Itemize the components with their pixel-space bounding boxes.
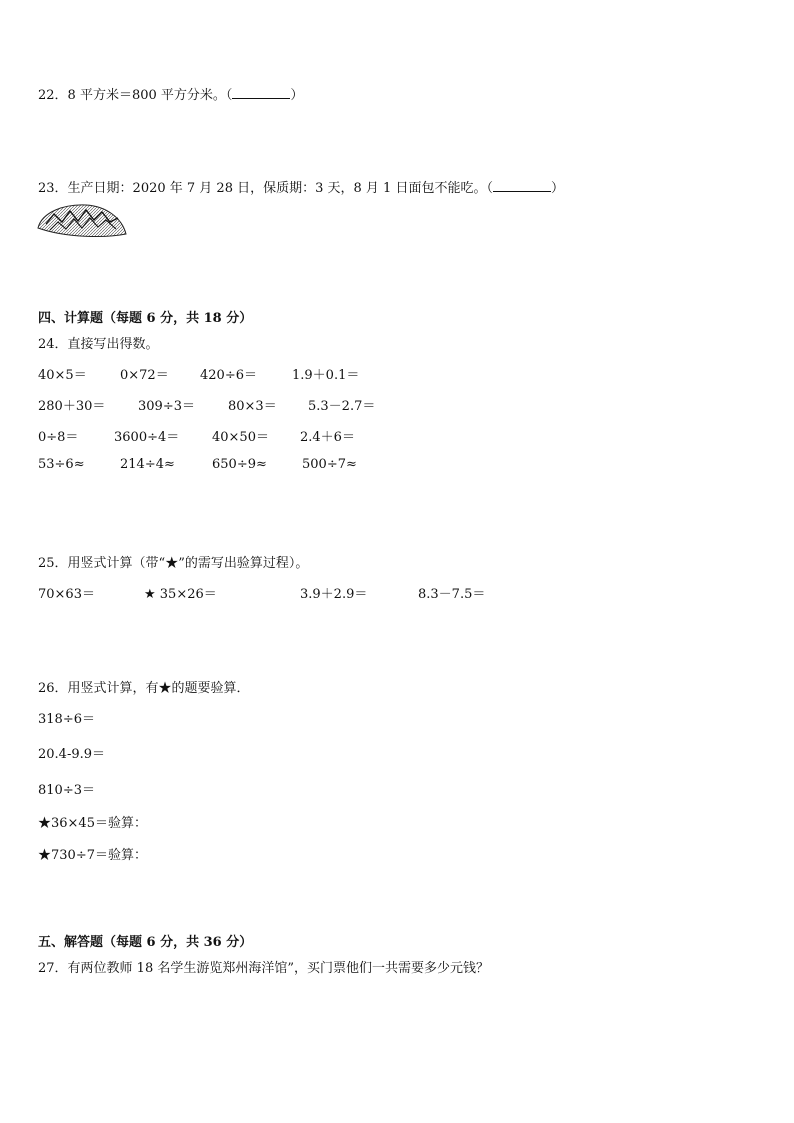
q26-item: 318÷6＝	[38, 712, 95, 727]
q24-item: 5.3－2.7＝	[308, 399, 376, 414]
q24-item: 3600÷4＝	[114, 430, 180, 445]
question-23-text: 23．生产日期：2020 年 7 月 28 日，保质期：3 天，8 月 1 日面包不能吃。（	[38, 181, 493, 196]
q24-item: 309÷3＝	[138, 399, 195, 414]
q26-item: ★730÷7＝验算：	[38, 848, 147, 863]
q25-item: 3.9＋2.9＝	[300, 587, 368, 602]
q24-item: 500÷7≈	[302, 457, 357, 472]
q24-item: 280＋30＝	[38, 399, 106, 414]
section-4-heading: 四、计算题（每题 6 分，共 18 分）	[38, 311, 253, 326]
q24-row-2	[38, 395, 758, 413]
q25-item: 70×63＝	[38, 587, 95, 602]
q24-item: 53÷6≈	[38, 457, 85, 472]
q24-item: 1.9＋0.1＝	[292, 368, 360, 383]
q24-row-4	[38, 457, 758, 475]
q24-item: 80×3＝	[228, 399, 277, 414]
question-25-text: 25．用竖式计算（带“★”的需写出验算过程）。	[38, 556, 309, 571]
question-24-text: 24．直接写出得数。	[38, 337, 159, 352]
q24-item: 2.4＋6＝	[300, 430, 355, 445]
q24-item: 0×72＝	[120, 368, 169, 383]
q26-item: 20.4-9.9＝	[38, 747, 106, 762]
question-26-text: 26．用竖式计算，有★的题要验算．	[38, 681, 250, 696]
q26-item: ★36×45＝验算：	[38, 816, 147, 831]
question-22: 22．8 平方米＝800 平方分米。（ ）	[38, 88, 304, 103]
answer-blank-23[interactable]	[493, 179, 551, 192]
q24-item: 214÷4≈	[120, 457, 175, 472]
q25-items	[38, 583, 758, 601]
q24-item: 420÷6＝	[200, 368, 257, 383]
q24-row-3	[38, 426, 758, 444]
q24-item: 40×50＝	[212, 430, 269, 445]
q24-item: 40×5＝	[38, 368, 87, 383]
q25-item: ★ 35×26＝	[144, 587, 217, 602]
q24-item: 650÷9≈	[212, 457, 267, 472]
section-5-heading: 五、解答题（每题 6 分，共 36 分）	[38, 935, 253, 950]
q24-item: 0÷8＝	[38, 430, 79, 445]
q26-item: 810÷3＝	[38, 783, 95, 798]
question-22-text: 22．8 平方米＝800 平方分米。（	[38, 88, 233, 103]
bread-icon	[36, 202, 128, 240]
question-23: 23．生产日期：2020 年 7 月 28 日，保质期：3 天，8 月 1 日面包不能吃。（ ）	[38, 181, 564, 196]
q24-row-1	[38, 364, 758, 382]
q25-item: 8.3－7.5＝	[418, 587, 486, 602]
answer-blank-22[interactable]	[232, 86, 290, 99]
question-27-text: 27．有两位教师 18 名学生游览郑州海洋馆”，买门票他们一共需要多少元钱？	[38, 961, 489, 976]
